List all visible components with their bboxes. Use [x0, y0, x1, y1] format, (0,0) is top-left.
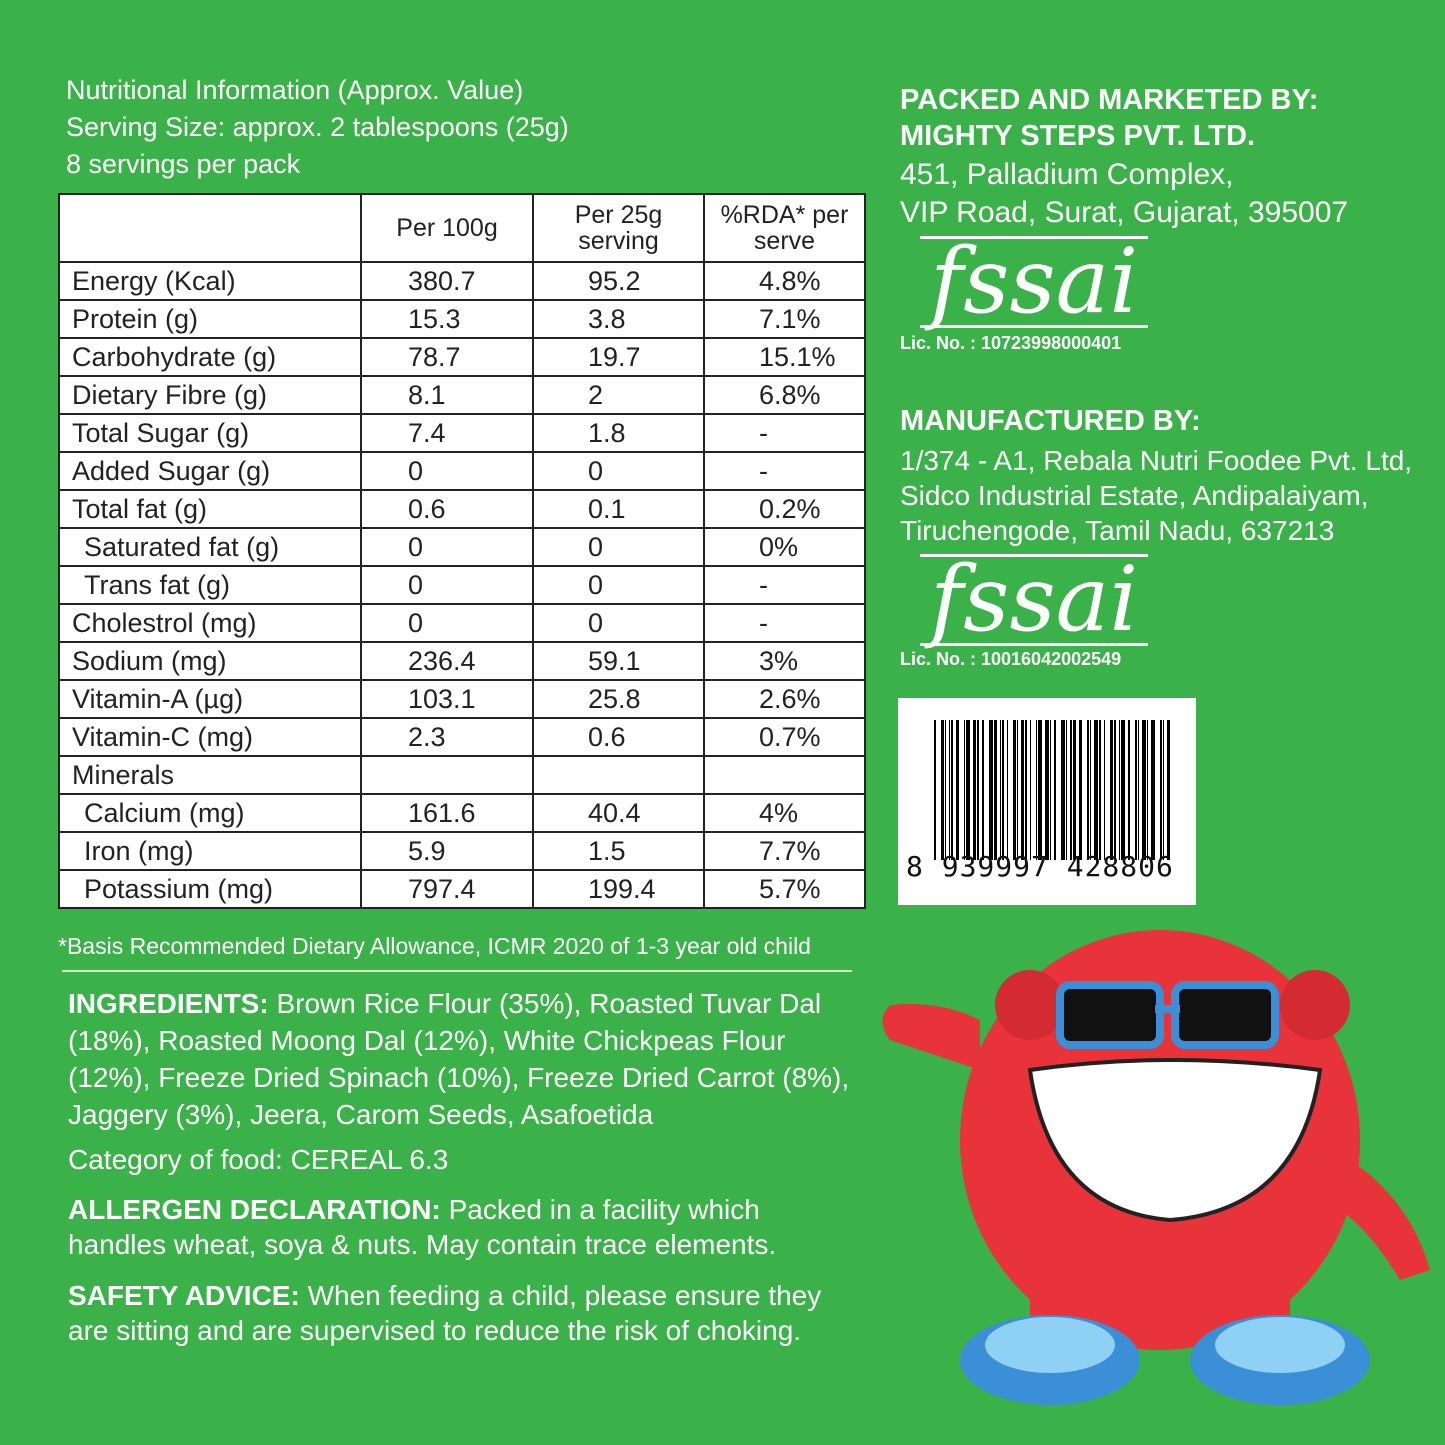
table-row — [59, 642, 865, 680]
table-header-row — [59, 194, 865, 262]
cell-rda: 5.7% — [704, 870, 865, 908]
cell-per-serving: 0 — [533, 604, 704, 642]
barcode-bar — [989, 720, 993, 860]
barcode-bar — [1007, 720, 1008, 860]
table-row — [59, 300, 865, 338]
barcode-bar — [1138, 720, 1139, 860]
cell-nutrient: Minerals — [59, 756, 361, 794]
table-row — [59, 376, 865, 414]
ingredients-text: Brown Rice Flour (35%), Roasted Tuvar Dal (18%), Roasted Moong Dal (12%), White Chickpeas Flour (12%), Freeze Dried Spinach (10%), Freeze Dried Carrot (8%), Jaggery (3%), Jeera, Carom Seeds, Asafoetida — [68, 988, 850, 1130]
packer-info — [900, 82, 1430, 354]
cell-rda: 7.7% — [704, 832, 865, 870]
table-row — [59, 452, 865, 490]
barcode-bar — [1121, 720, 1125, 860]
cell-per-100g: 0.6 — [361, 490, 533, 528]
barcode-bar — [1160, 720, 1162, 860]
cell-per-100g: 78.7 — [361, 338, 533, 376]
cell-nutrient: Dietary Fibre (g) — [59, 376, 361, 414]
cell-nutrient: Protein (g) — [59, 300, 361, 338]
barcode-bar — [1025, 720, 1027, 860]
header-per-100g: Per 100g — [361, 194, 533, 262]
barcode-bar — [1135, 720, 1137, 860]
barcode-bar — [1050, 720, 1051, 860]
cell-nutrient: Iron (mg) — [59, 832, 361, 870]
ingredients — [68, 985, 868, 1133]
manufacturer-license: Lic. No. : 10016042002549 — [900, 649, 1122, 669]
cell-rda: 15.1% — [704, 338, 865, 376]
serving-size: Serving Size: approx. 2 tablespoons (25g) — [66, 112, 569, 142]
table-row — [59, 870, 865, 908]
cell-rda: 4.8% — [704, 262, 865, 300]
cell-nutrient: Sodium (mg) — [59, 642, 361, 680]
fssai-logo: fssai — [920, 554, 1148, 646]
barcode-bar — [1099, 720, 1101, 860]
cell-nutrient: Added Sugar (g) — [59, 452, 361, 490]
barcode-number: 8 939997 428806 — [906, 850, 1174, 883]
cell-per-100g: 15.3 — [361, 300, 533, 338]
table-row — [59, 604, 865, 642]
barcode-bar — [956, 720, 959, 860]
cell-per-serving: 95.2 — [533, 262, 704, 300]
cell-per-serving: 0.1 — [533, 490, 704, 528]
cell-rda: 0.7% — [704, 718, 865, 756]
barcode-bar — [951, 720, 953, 860]
header-per-serving: Per 25g serving — [533, 194, 704, 262]
barcode-bar — [1038, 720, 1042, 860]
barcode-bar — [934, 720, 936, 860]
cell-nutrient: Calcium (mg) — [59, 794, 361, 832]
cell-per-100g: 2.3 — [361, 718, 533, 756]
cell-nutrient: Cholestrol (mg) — [59, 604, 361, 642]
cell-nutrient: Energy (Kcal) — [59, 262, 361, 300]
cell-rda: 6.8% — [704, 376, 865, 414]
barcode-bar — [982, 720, 984, 860]
barcode-bar — [1119, 720, 1120, 860]
cell-rda: 3% — [704, 642, 865, 680]
barcode-bar — [994, 720, 997, 860]
servings-per-pack: 8 servings per pack — [66, 149, 301, 179]
barcode-bar — [1000, 720, 1001, 860]
safety-advice — [68, 1278, 858, 1348]
cell-per-100g: 0 — [361, 566, 533, 604]
nutrition-intro — [66, 72, 569, 183]
packer-address-1: 451, Palladium Complex, — [900, 158, 1234, 191]
barcode-bar — [964, 720, 965, 860]
table-row — [59, 414, 865, 452]
cell-per-serving: 1.8 — [533, 414, 704, 452]
barcode-bar — [1073, 720, 1076, 860]
table-row — [59, 680, 865, 718]
cell-rda: - — [704, 452, 865, 490]
cell-per-100g: 8.1 — [361, 376, 533, 414]
table-row — [59, 756, 865, 794]
barcode-bar — [1167, 720, 1170, 860]
cell-per-serving: 59.1 — [533, 642, 704, 680]
barcode-bar — [1142, 720, 1146, 860]
header-rda: %RDA* per serve — [704, 194, 865, 262]
packer-address-2: VIP Road, Surat, Gujarat, 395007 — [900, 196, 1349, 229]
cell-per-serving: 40.4 — [533, 794, 704, 832]
table-row — [59, 528, 865, 566]
barcode — [898, 698, 1196, 905]
cell-per-100g: 0 — [361, 452, 533, 490]
manufacturer-info — [900, 403, 1430, 670]
barcode-bar — [941, 720, 944, 860]
cell-per-serving: 0 — [533, 566, 704, 604]
cell-per-100g: 380.7 — [361, 262, 533, 300]
barcode-bar — [945, 720, 946, 860]
cell-per-100g: 0 — [361, 528, 533, 566]
cell-nutrient: Total fat (g) — [59, 490, 361, 528]
barcode-bar — [1036, 720, 1037, 860]
cell-rda: 4% — [704, 794, 865, 832]
cell-rda: 2.6% — [704, 680, 865, 718]
barcode-bar — [949, 720, 950, 860]
nutrition-table — [58, 193, 866, 909]
manufacturer-heading: MANUFACTURED BY: — [900, 405, 1201, 437]
manufacturer-address-1: 1/374 - A1, Rebala Nutri Foodee Pvt. Ltd, — [900, 445, 1413, 476]
cell-per-100g: 161.6 — [361, 794, 533, 832]
barcode-bar — [1094, 720, 1098, 860]
header-nutrient — [59, 194, 361, 262]
packer-license: Lic. No. : 10723998000401 — [900, 333, 1122, 353]
cell-per-serving: 3.8 — [533, 300, 704, 338]
barcode-bar — [1066, 720, 1067, 860]
fssai-logo: fssai — [920, 236, 1148, 328]
cell-per-serving: 0.6 — [533, 718, 704, 756]
divider — [62, 970, 852, 972]
table-row — [59, 832, 865, 870]
packer-heading: PACKED AND MARKETED BY: — [900, 84, 1319, 116]
barcode-bar — [1054, 720, 1056, 860]
allergen-label: ALLERGEN DECLARATION: — [68, 1194, 441, 1225]
cell-nutrient: Vitamin-C (mg) — [59, 718, 361, 756]
table-row — [59, 262, 865, 300]
cell-nutrient: Carbohydrate (g) — [59, 338, 361, 376]
cell-per-100g — [361, 756, 533, 794]
cell-per-100g: 5.9 — [361, 832, 533, 870]
barcode-bar — [1013, 720, 1016, 860]
food-category: Category of food: CEREAL 6.3 — [68, 1144, 449, 1175]
cell-rda — [704, 756, 865, 794]
cell-per-serving: 19.7 — [533, 338, 704, 376]
cell-per-serving: 0 — [533, 452, 704, 490]
cell-nutrient: Vitamin-A (µg) — [59, 680, 361, 718]
cell-rda: 0% — [704, 528, 865, 566]
table-row — [59, 794, 865, 832]
barcode-bar — [1104, 720, 1105, 860]
packer-company: MIGHTY STEPS PVT. LTD. — [900, 120, 1256, 152]
cell-rda: 0.2% — [704, 490, 865, 528]
safety-label: SAFETY ADVICE: — [68, 1280, 300, 1311]
cell-per-serving — [533, 756, 704, 794]
cell-per-100g: 797.4 — [361, 870, 533, 908]
nutrition-title: Nutritional Information (Approx. Value) — [66, 75, 524, 105]
barcode-bar — [1002, 720, 1004, 860]
barcode-bar — [1021, 720, 1024, 860]
barcode-bar — [977, 720, 979, 860]
cell-nutrient: Total Sugar (g) — [59, 414, 361, 452]
barcode-bar — [1030, 720, 1031, 860]
cell-per-100g: 0 — [361, 604, 533, 642]
manufacturer-address-3: Tiruchengode, Tamil Nadu, 637213 — [900, 515, 1335, 546]
barcode-bar — [1090, 720, 1091, 860]
manufacturer-address-2: Sidco Industrial Estate, Andipalaiyam, — [900, 480, 1369, 511]
cell-per-serving: 2 — [533, 376, 704, 414]
rda-footnote: *Basis Recommended Dietary Allowance, ICMR 2020 of 1-3 year old child — [58, 933, 811, 959]
cell-per-serving: 0 — [533, 528, 704, 566]
barcode-bar — [1061, 720, 1065, 860]
cell-per-100g: 236.4 — [361, 642, 533, 680]
cell-nutrient: Trans fat (g) — [59, 566, 361, 604]
cell-rda: - — [704, 414, 865, 452]
allergen-text: Packed in a facility which handles wheat, soya & nuts. May contain trace elements. — [68, 1194, 777, 1260]
barcode-bar — [1114, 720, 1116, 860]
cell-per-100g: 7.4 — [361, 414, 533, 452]
mascot-illustration — [870, 910, 1445, 1430]
table-row — [59, 490, 865, 528]
barcode-bar — [966, 720, 970, 860]
barcode-bar — [1087, 720, 1089, 860]
label-text-blocks — [68, 985, 868, 1348]
barcode-bar — [1017, 720, 1018, 860]
cell-rda: - — [704, 566, 865, 604]
cell-rda: - — [704, 604, 865, 642]
ingredients-label: INGREDIENTS: — [68, 988, 269, 1019]
table-row — [59, 566, 865, 604]
cell-per-100g: 103.1 — [361, 680, 533, 718]
barcode-bar — [1163, 720, 1164, 860]
barcode-bar — [1045, 720, 1049, 860]
barcode-bar — [1147, 720, 1148, 860]
cell-nutrient: Saturated fat (g) — [59, 528, 361, 566]
cell-nutrient: Potassium (mg) — [59, 870, 361, 908]
barcode-bar — [1079, 720, 1082, 860]
barcode-bar — [1070, 720, 1072, 860]
safety-text: When feeding a child, please ensure they are sitting and are supervised to reduce the risk of choking. — [68, 1280, 822, 1346]
barcode-bar — [1151, 720, 1155, 860]
table-row — [59, 718, 865, 756]
cell-per-serving: 1.5 — [533, 832, 704, 870]
cell-per-serving: 25.8 — [533, 680, 704, 718]
cell-rda: 7.1% — [704, 300, 865, 338]
barcode-bar — [973, 720, 976, 860]
barcode-bar — [1110, 720, 1113, 860]
cell-per-serving: 199.4 — [533, 870, 704, 908]
barcode-bar — [1128, 720, 1130, 860]
allergen-declaration — [68, 1192, 828, 1262]
table-row — [59, 338, 865, 376]
